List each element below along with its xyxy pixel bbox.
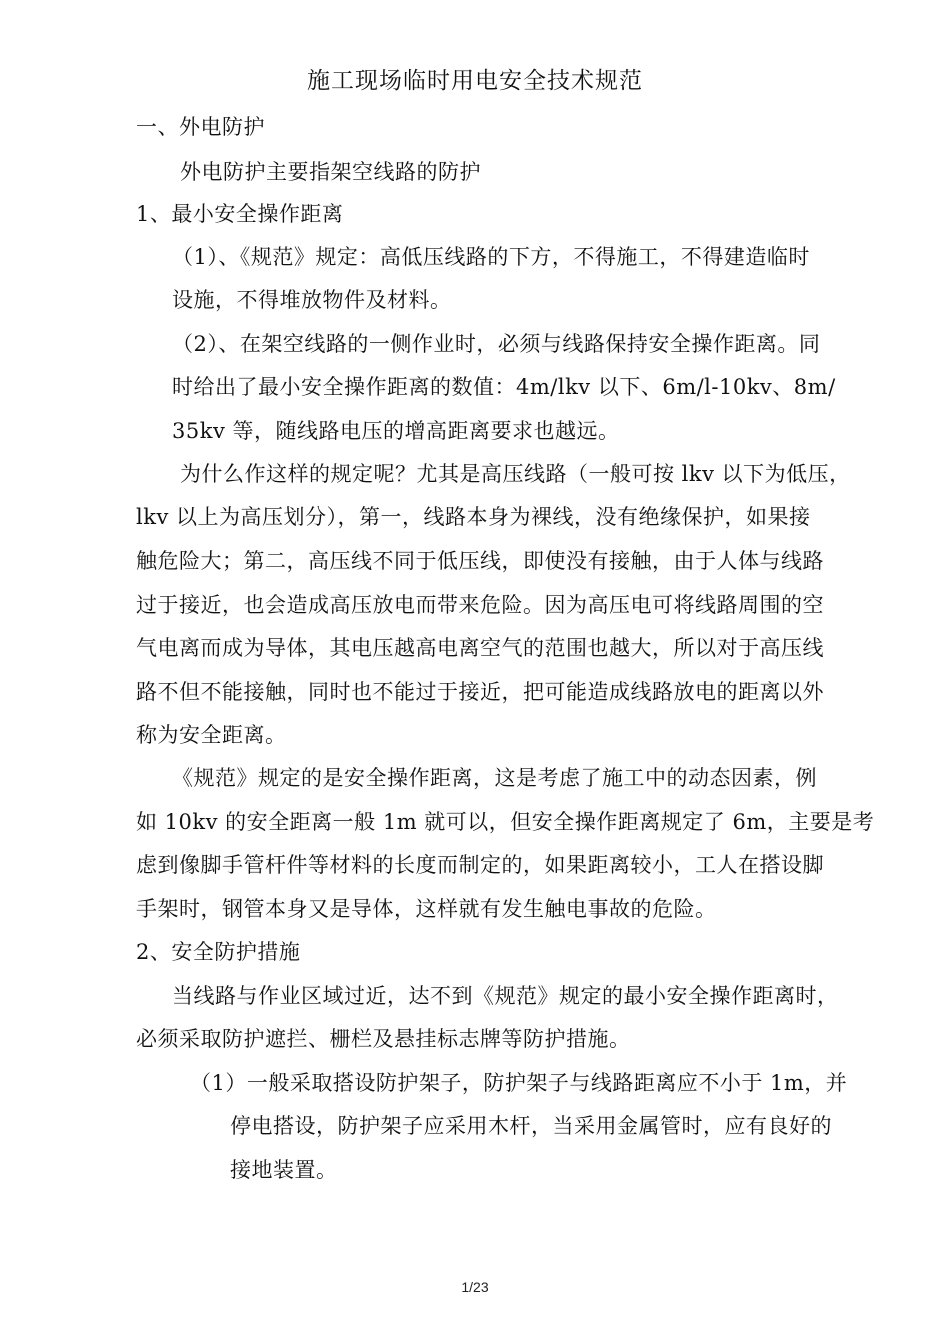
paragraph-line: 必须采取防护遮拦、栅栏及悬挂标志牌等防护措施。	[136, 1027, 631, 1051]
paragraph-line: 如 10kv 的安全距离一般 1m 就可以，但安全操作距离规定了 6m，主要是考	[136, 810, 875, 834]
paragraph-line: 《规范》规定的是安全操作距离，这是考虑了施工中的动态因素，例	[172, 766, 817, 790]
subsection-heading: 2、安全防护措施	[136, 940, 301, 964]
list-item-line: 35kv 等，随线路电压的增高距离要求也越远。	[172, 419, 620, 443]
paragraph-line: lkv 以上为高压划分），第一，线路本身为裸线，没有绝缘保护，如果接	[136, 505, 811, 529]
page-number: 1/23	[461, 1279, 489, 1295]
list-item-line: （1）、《规范》规定：高低压线路的下方，不得施工，不得建造临时	[172, 245, 810, 269]
paragraph-line: 手架时，钢管本身又是导体，这样就有发生触电事故的危险。	[136, 897, 717, 921]
list-item-line: 接地装置。	[230, 1158, 338, 1182]
intro-paragraph: 外电防护主要指架空线路的防护	[180, 160, 481, 184]
paragraph-line: 称为安全距离。	[136, 723, 287, 747]
paragraph-line: 虑到像脚手管杆件等材料的长度而制定的，如果距离较小，工人在搭设脚	[136, 853, 824, 877]
list-item-line: （1）一般采取搭设防护架子，防护架子与线路距离应不小于 1m，并	[190, 1071, 848, 1095]
paragraph-line: 路不但不能接触，同时也不能过于接近，把可能造成线路放电的距离以外	[136, 680, 824, 704]
list-item-line: 设施，不得堆放物件及材料。	[172, 288, 452, 312]
paragraph-line: 当线路与作业区域过近，达不到《规范》规定的最小安全操作距离时，	[172, 984, 839, 1008]
paragraph-line: 为什么作这样的规定呢？尤其是高压线路（一般可按 lkv 以下为低压，	[180, 462, 851, 486]
paragraph-line: 气电离而成为导体，其电压越高电离空气的范围也越大，所以对于高压线	[136, 636, 824, 660]
section-heading: 一、外电防护	[136, 115, 265, 139]
list-item-line: 时给出了最小安全操作距离的数值：4m/lkv 以下、6m/l-10kv、8m/	[172, 375, 836, 399]
subsection-heading: 1、最小安全操作距离	[136, 202, 344, 226]
list-item-line: （2）、在架空线路的一侧作业时，必须与线路保持安全操作距离。同	[172, 332, 821, 356]
list-item-line: 停电搭设，防护架子应采用木杆，当采用金属管时，应有良好的	[230, 1114, 832, 1138]
paragraph-line: 触危险大；第二，高压线不同于低压线，即使没有接触，由于人体与线路	[136, 549, 824, 573]
paragraph-line: 过于接近，也会造成高压放电而带来危险。因为高压电可将线路周围的空	[136, 593, 824, 617]
document-title: 施工现场临时用电安全技术规范	[307, 68, 643, 94]
